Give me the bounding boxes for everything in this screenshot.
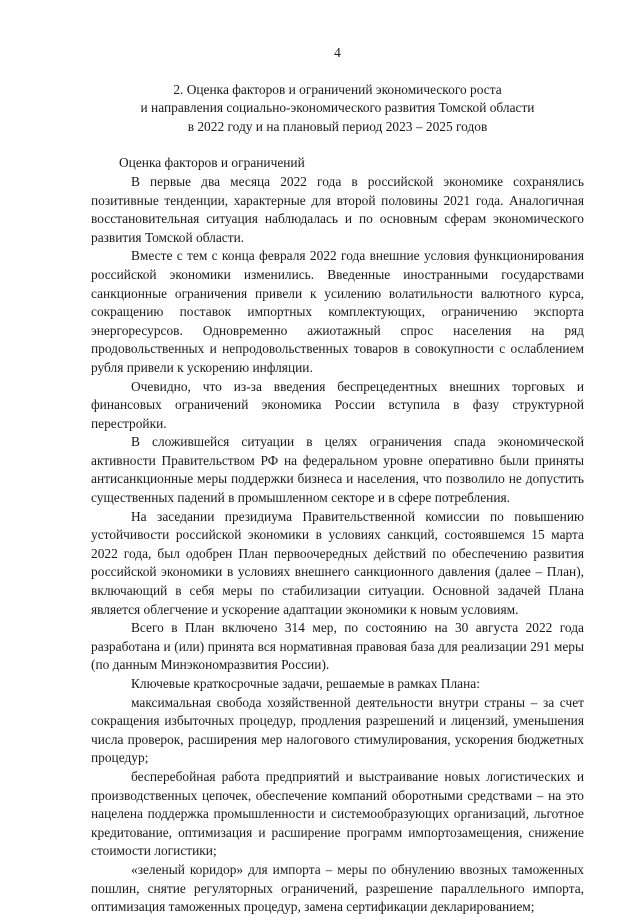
subsection-title: Оценка факторов и ограничений	[119, 155, 305, 171]
paragraph-1: В первые два месяца 2022 года в российской экономике сохранялись позитивные тенденции, характерные для второй половины 2021 года. Аналогичная восстановительная ситуация наблюдалась и по основным сферам экономического развития Томской области.	[91, 173, 584, 245]
task-item-2: бесперебойная работа предприятий и выстраивание новых логистических и производственных цепочек, обеспечение компаний оборотными средствами – на это нацелена поддержка промышленности и системообразующих организаций, льготное кредитование, оптимизация и расширение программ импортозамещения, снижение стоимости логистики;	[91, 768, 584, 859]
paragraph-2: Вместе с тем с конца февраля 2022 года внешние условия функционирования российской экономики изменились. Введенные иностранными государствами санкционные ограничения привели к усилению волатильности валютного курса, сокращению поставок импортных комплектующих, ограничению экспорта энергоресурсов. Одновременно ажиотажный спрос населения на ряд продовольственных и непродовольственных товаров в совокупности с ослаблением рубля привели к ускорению инфляции.	[91, 248, 584, 375]
task-item-1: максимальная свобода хозяйственной деятельности внутри страны – за счет сокращения избыточных процедур, продления разрешений и лицензий, уменьшения числа проверок, расширения мер налогового стимулирования, ускорения бюджетных процедур;	[91, 694, 584, 766]
heading-line-2: и направления социально-экономического развития Томской области	[140, 100, 535, 116]
heading-line-1: 2. Оценка факторов и ограничений экономического роста	[173, 81, 502, 97]
paragraph-6: Всего в План включено 314 мер, по состоянию на 30 августа 2022 года разработана и (или) принята вся нормативная правовая база для реализации 291 меры (по данным Минэкономразвития России).	[91, 620, 584, 673]
heading-line-3: в 2022 году и на плановый период 2023 – 2025 годов	[187, 118, 488, 134]
tasks-intro: Ключевые краткосрочные задачи, решаемые в рамках Плана:	[131, 676, 480, 691]
paragraph-3: Очевидно, что из-за введения беспрецедентных внешних торговых и финансовых ограничений экономика России вступила в фазу структурной перестройки.	[91, 378, 584, 431]
page-number: 4	[334, 45, 341, 60]
paragraph-4: В сложившейся ситуации в целях ограничения спада экономической активности Правительством РФ на федеральном уровне оперативно были приняты антисанкционные меры поддержки бизнеса и населения, что позволило не допустить существенных падений в промышленном секторе и в сфере потребления.	[91, 434, 584, 506]
task-item-3: «зеленый коридор» для импорта – меры по обнулению ввозных таможенных пошлин, снятие регуляторных ограничений, разрешение параллельного импорта, оптимизация таможенных процедур, замена сертификации декларированием;	[91, 861, 584, 915]
section-heading	[91, 81, 584, 137]
paragraph-5: На заседании президиума Правительственной комиссии по повышению устойчивости российской экономики в условиях санкций, состоявшемся 15 марта 2022 года, был одобрен План первоочередных действий по обеспечению развития российской экономики в условиях внешнего санкционного давления (далее – План), включающий в себя меры по стабилизации ситуации. Основной задачей Плана является облегчение и ускорение адаптации экономики к новым условиям.	[91, 508, 584, 617]
